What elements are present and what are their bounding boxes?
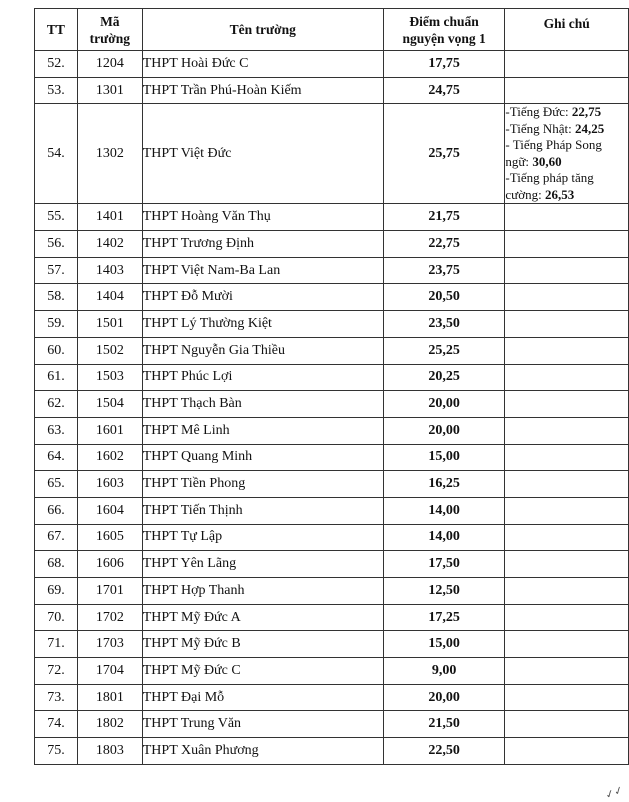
row-tt: 66.: [35, 497, 78, 524]
row-school-code: 1605: [77, 524, 142, 551]
row-note: [505, 524, 629, 551]
row-tt: 74.: [35, 711, 78, 738]
header-row: [35, 9, 629, 51]
table-row: [35, 604, 629, 631]
note-text: - Tiếng Pháp Song ngữ:: [505, 137, 602, 169]
row-tt: 73.: [35, 684, 78, 711]
row-school-code: 1401: [77, 204, 142, 231]
row-school-name: THPT Đỗ Mười: [142, 284, 383, 311]
row-note: [505, 104, 629, 204]
note-value: 30,60: [532, 153, 562, 169]
row-tt: 61.: [35, 364, 78, 391]
row-score: 17,25: [383, 604, 505, 631]
row-note: [505, 604, 629, 631]
row-school-code: 1702: [77, 604, 142, 631]
row-school-code: 1403: [77, 257, 142, 284]
corner-signature-mark: ✓✓: [602, 783, 625, 802]
header-ma-truong-line2: trường: [89, 30, 130, 46]
row-note: [505, 658, 629, 685]
row-school-code: 1504: [77, 391, 142, 418]
row-note: [505, 711, 629, 738]
row-tt: 68.: [35, 551, 78, 578]
row-note: [505, 51, 629, 78]
row-school-name: THPT Mê Linh: [142, 417, 383, 444]
header-diem-chuan-line2: nguyện vọng 1: [402, 30, 486, 46]
row-note: [505, 337, 629, 364]
note-line: [505, 121, 628, 138]
table-row: [35, 51, 629, 78]
row-school-name: THPT Quang Minh: [142, 444, 383, 471]
row-score: 23,75: [383, 257, 505, 284]
row-score: 20,50: [383, 284, 505, 311]
row-school-name: THPT Hoài Đức C: [142, 51, 383, 78]
row-school-code: 1704: [77, 658, 142, 685]
header-ma-truong: [77, 9, 142, 51]
row-note: [505, 631, 629, 658]
note-line: [505, 104, 628, 121]
row-tt: 63.: [35, 417, 78, 444]
row-school-code: 1604: [77, 497, 142, 524]
row-school-code: 1503: [77, 364, 142, 391]
row-note: [505, 471, 629, 498]
row-tt: 67.: [35, 524, 78, 551]
header-ten-truong: Tên trường: [142, 9, 383, 51]
row-score: 9,00: [383, 658, 505, 685]
note-value: 26,53: [544, 186, 575, 202]
row-note: [505, 284, 629, 311]
table-row: [35, 417, 629, 444]
header-tt: TT: [35, 9, 78, 51]
table-row: [35, 738, 629, 765]
row-score: 21,50: [383, 711, 505, 738]
row-tt: 53.: [35, 77, 78, 104]
table-row: [35, 444, 629, 471]
note-value: 24,25: [574, 120, 605, 136]
row-school-code: 1803: [77, 738, 142, 765]
table-row: [35, 311, 629, 338]
row-score: 17,75: [383, 51, 505, 78]
admission-score-table: [34, 8, 629, 765]
row-school-code: 1204: [77, 51, 142, 78]
row-score: 23,50: [383, 311, 505, 338]
row-score: 16,25: [383, 471, 505, 498]
row-score: 12,50: [383, 578, 505, 605]
row-note: [505, 444, 629, 471]
row-score: 22,50: [383, 738, 505, 765]
row-school-name: THPT Trung Văn: [142, 711, 383, 738]
row-school-name: THPT Hoàng Văn Thụ: [142, 204, 383, 231]
table-row: [35, 77, 629, 104]
row-school-code: 1801: [77, 684, 142, 711]
row-tt: 60.: [35, 337, 78, 364]
row-tt: 57.: [35, 257, 78, 284]
row-tt: 72.: [35, 658, 78, 685]
row-school-code: 1301: [77, 77, 142, 104]
row-school-code: 1802: [77, 711, 142, 738]
note-text: -Tiếng Đức:: [505, 104, 572, 120]
row-school-code: 1701: [77, 578, 142, 605]
row-tt: 54.: [35, 104, 78, 204]
row-school-name: THPT Trần Phú-Hoàn Kiếm: [142, 77, 383, 104]
table-row: [35, 551, 629, 578]
row-score: 20,00: [383, 417, 505, 444]
table-row: [35, 684, 629, 711]
row-tt: 69.: [35, 578, 78, 605]
row-note: [505, 417, 629, 444]
note-line: [505, 137, 628, 170]
row-school-name: THPT Xuân Phương: [142, 738, 383, 765]
row-score: 15,00: [383, 444, 505, 471]
header-diem-chuan: [383, 9, 505, 51]
table-row: [35, 104, 629, 204]
row-school-code: 1601: [77, 417, 142, 444]
row-school-name: THPT Phúc Lợi: [142, 364, 383, 391]
table-row: [35, 391, 629, 418]
row-tt: 55.: [35, 204, 78, 231]
row-school-name: THPT Tiến Thịnh: [142, 497, 383, 524]
row-score: 14,00: [383, 497, 505, 524]
header-ma-truong-line1: Mã: [100, 13, 120, 29]
row-school-name: THPT Mỹ Đức C: [142, 658, 383, 685]
row-score: 25,75: [383, 104, 505, 204]
row-note: [505, 578, 629, 605]
row-school-code: 1602: [77, 444, 142, 471]
header-ghi-chu: Ghi chú: [505, 9, 629, 51]
row-school-code: 1703: [77, 631, 142, 658]
row-note: [505, 364, 629, 391]
row-note: [505, 738, 629, 765]
table-row: [35, 711, 629, 738]
row-school-name: THPT Yên Lãng: [142, 551, 383, 578]
row-school-code: 1404: [77, 284, 142, 311]
row-tt: 64.: [35, 444, 78, 471]
row-score: 17,50: [383, 551, 505, 578]
note-text: -Tiếng Nhật:: [505, 120, 575, 136]
row-school-name: THPT Mỹ Đức B: [142, 631, 383, 658]
row-score: 20,25: [383, 364, 505, 391]
row-school-code: 1603: [77, 471, 142, 498]
row-note: [505, 204, 629, 231]
table-row: [35, 471, 629, 498]
row-note: [505, 311, 629, 338]
row-score: 22,75: [383, 231, 505, 258]
row-school-name: THPT Thạch Bàn: [142, 391, 383, 418]
row-note: [505, 497, 629, 524]
table-row: [35, 364, 629, 391]
row-tt: 59.: [35, 311, 78, 338]
table-row: [35, 658, 629, 685]
table-row: [35, 204, 629, 231]
row-school-name: THPT Tự Lập: [142, 524, 383, 551]
table-row: [35, 231, 629, 258]
row-school-name: THPT Trương Định: [142, 231, 383, 258]
row-score: 24,75: [383, 77, 505, 104]
header-diem-chuan-line1: Điểm chuẩn: [409, 13, 479, 29]
row-school-code: 1501: [77, 311, 142, 338]
row-tt: 58.: [35, 284, 78, 311]
table-row: [35, 284, 629, 311]
row-score: 15,00: [383, 631, 505, 658]
row-school-code: 1606: [77, 551, 142, 578]
row-school-name: THPT Nguyễn Gia Thiều: [142, 337, 383, 364]
row-tt: 75.: [35, 738, 78, 765]
table-row: [35, 578, 629, 605]
row-tt: 70.: [35, 604, 78, 631]
table-row: [35, 524, 629, 551]
row-score: 14,00: [383, 524, 505, 551]
table-row: [35, 631, 629, 658]
row-note: [505, 684, 629, 711]
row-score: 20,00: [383, 391, 505, 418]
row-tt: 62.: [35, 391, 78, 418]
note-line: [505, 170, 628, 203]
row-school-name: THPT Việt Đức: [142, 104, 383, 204]
row-tt: 56.: [35, 231, 78, 258]
table-row: [35, 257, 629, 284]
row-score: 21,75: [383, 204, 505, 231]
row-school-code: 1502: [77, 337, 142, 364]
row-note: [505, 77, 629, 104]
row-tt: 65.: [35, 471, 78, 498]
row-tt: 71.: [35, 631, 78, 658]
table-row: [35, 337, 629, 364]
row-school-name: THPT Mỹ Đức A: [142, 604, 383, 631]
row-note: [505, 231, 629, 258]
row-score: 25,25: [383, 337, 505, 364]
row-school-name: THPT Hợp Thanh: [142, 578, 383, 605]
row-score: 20,00: [383, 684, 505, 711]
row-school-name: THPT Lý Thường Kiệt: [142, 311, 383, 338]
row-note: [505, 391, 629, 418]
table-row: [35, 497, 629, 524]
row-school-code: 1402: [77, 231, 142, 258]
row-tt: 52.: [35, 51, 78, 78]
row-note: [505, 551, 629, 578]
row-school-code: 1302: [77, 104, 142, 204]
row-school-name: THPT Việt Nam-Ba Lan: [142, 257, 383, 284]
table-body: [35, 51, 629, 765]
row-school-name: THPT Tiền Phong: [142, 471, 383, 498]
note-value: 22,75: [571, 104, 602, 120]
note-text: -Tiếng pháp tăng cường:: [505, 170, 594, 202]
row-school-name: THPT Đại Mỗ: [142, 684, 383, 711]
row-note: [505, 257, 629, 284]
